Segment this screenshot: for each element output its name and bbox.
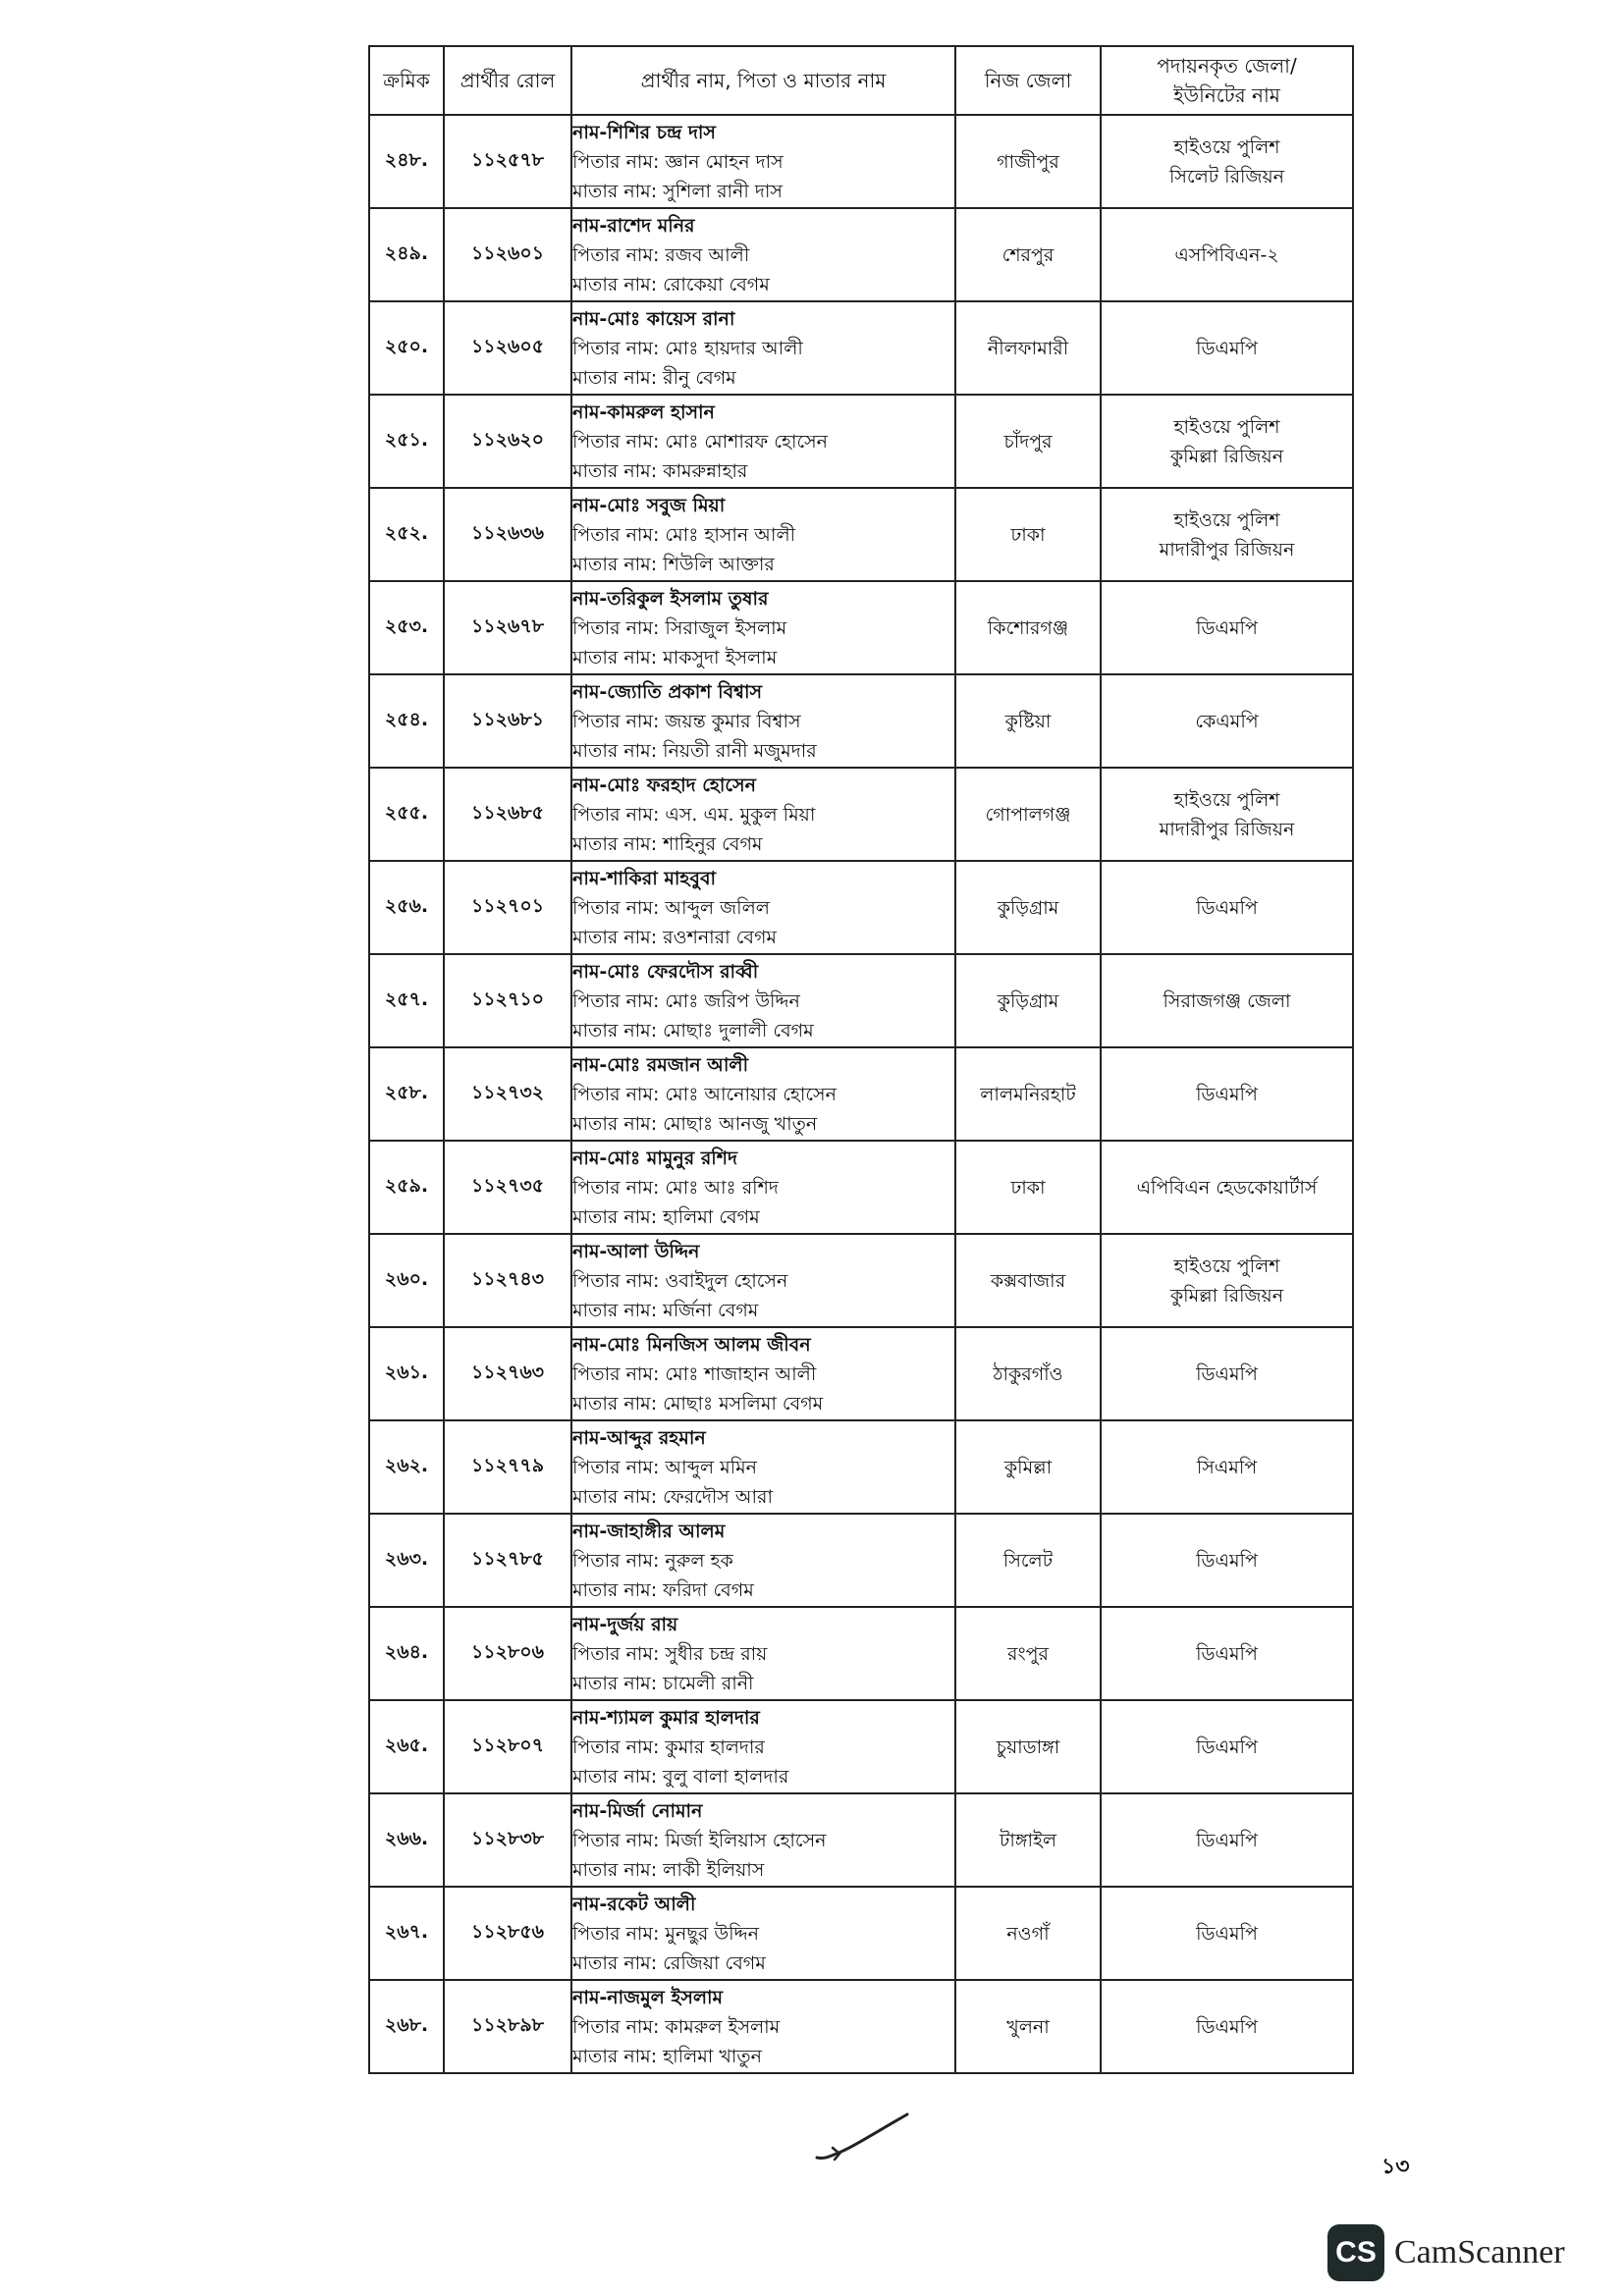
candidate-name: নাম-মোঃ রমজান আলী bbox=[572, 1053, 749, 1076]
candidate-name: নাম-রাশেদ মনির bbox=[572, 214, 695, 237]
cell-serial: ২৫০. bbox=[369, 301, 444, 395]
mother-name: মাতার নাম: মোছাঃ দুলালী বেগম bbox=[572, 1019, 814, 1041]
candidate-name: নাম-মোঃ মিনজিস আলম জীবন bbox=[572, 1333, 811, 1356]
cell-posting bbox=[1101, 954, 1353, 1047]
cell-posting bbox=[1101, 768, 1353, 861]
cell-serial: ২৬৫. bbox=[369, 1700, 444, 1793]
header-district: নিজ জেলা bbox=[955, 46, 1101, 115]
cell-posting bbox=[1101, 1887, 1353, 1980]
father-name: পিতার নাম: আব্দুল জলিল bbox=[572, 896, 770, 919]
cell-serial: ২৬০. bbox=[369, 1234, 444, 1327]
table-row bbox=[369, 1887, 1353, 1980]
cell-roll: ১১২৭০১ bbox=[444, 861, 571, 954]
candidate-name: নাম-জ্যোতি প্রকাশ বিশ্বাস bbox=[572, 680, 763, 703]
candidate-name: নাম-জাহাঙ্গীর আলম bbox=[572, 1520, 726, 1542]
father-name: পিতার নাম: সিরাজুল ইসলাম bbox=[572, 616, 787, 639]
posting-line1: ডিএমপি bbox=[1196, 1083, 1258, 1105]
cell-serial: ২৬৭. bbox=[369, 1887, 444, 1980]
cell-serial: ২৬৪. bbox=[369, 1607, 444, 1700]
posting-line1: ডিএমপি bbox=[1196, 1735, 1258, 1758]
father-name: পিতার নাম: সুধীর চন্দ্র রায় bbox=[572, 1642, 768, 1665]
candidate-name: নাম-মোঃ কায়েস রানা bbox=[572, 307, 735, 330]
cell-serial: ২৫৬. bbox=[369, 861, 444, 954]
mother-name: মাতার নাম: লাকী ইলিয়াস bbox=[572, 1858, 765, 1881]
cell-roll: ১১২৭৮৫ bbox=[444, 1514, 571, 1607]
posting-line1: ডিএমপি bbox=[1196, 1922, 1258, 1945]
posting-line1: ডিএমপি bbox=[1196, 1549, 1258, 1572]
cell-home-district: খুলনা bbox=[955, 1980, 1101, 2073]
posting-line1: হাইওয়ে পুলিশ bbox=[1173, 135, 1280, 158]
candidate-name: নাম-তরিকুল ইসলাম তুষার bbox=[572, 587, 769, 610]
cell-posting bbox=[1101, 1420, 1353, 1514]
cell-posting bbox=[1101, 861, 1353, 954]
cell-roll: ১১২৮০৬ bbox=[444, 1607, 571, 1700]
table-row bbox=[369, 488, 1353, 581]
posting-line1: ডিএমপি bbox=[1196, 2015, 1258, 2038]
father-name: পিতার নাম: কামরুল ইসলাম bbox=[572, 2015, 781, 2038]
page-number: ১৩ bbox=[1381, 2155, 1410, 2179]
posting-line1: ডিএমপি bbox=[1196, 896, 1258, 919]
cell-serial: ২৫৩. bbox=[369, 581, 444, 674]
father-name: পিতার নাম: কুমার হালদার bbox=[572, 1735, 765, 1758]
camscanner-name: CamScanner bbox=[1394, 2234, 1565, 2270]
cell-roll: ১১২৭১০ bbox=[444, 954, 571, 1047]
table-row bbox=[369, 301, 1353, 395]
cell-roll: ১১২৭৩২ bbox=[444, 1047, 571, 1141]
cell-posting bbox=[1101, 115, 1353, 208]
cell-home-district: কক্সবাজার bbox=[955, 1234, 1101, 1327]
cell-posting bbox=[1101, 488, 1353, 581]
camscanner-watermark bbox=[1327, 2223, 1565, 2282]
cell-serial: ২৬১. bbox=[369, 1327, 444, 1420]
cell-names bbox=[571, 1887, 955, 1980]
candidate-name: নাম-রকেট আলী bbox=[572, 1893, 696, 1915]
table-row bbox=[369, 1980, 1353, 2073]
father-name: পিতার নাম: মোঃ হাসান আলী bbox=[572, 523, 796, 546]
father-name: পিতার নাম: মির্জা ইলিয়াস হোসেন bbox=[572, 1829, 827, 1851]
cell-serial: ২৫৪. bbox=[369, 674, 444, 768]
cell-names bbox=[571, 1607, 955, 1700]
candidate-name: নাম-মোঃ ফরহাদ হোসেন bbox=[572, 774, 756, 796]
cell-names bbox=[571, 395, 955, 488]
table-row bbox=[369, 1700, 1353, 1793]
cell-names bbox=[571, 1980, 955, 2073]
mother-name: মাতার নাম: নিয়তী রানী মজুমদার bbox=[572, 739, 817, 762]
cell-roll: ১১২৬৩৬ bbox=[444, 488, 571, 581]
cell-names bbox=[571, 1700, 955, 1793]
cell-posting bbox=[1101, 1793, 1353, 1887]
cell-home-district: ঢাকা bbox=[955, 488, 1101, 581]
posting-line2: মাদারীপুর রিজিয়ন bbox=[1159, 818, 1295, 840]
cell-serial: ২৫৫. bbox=[369, 768, 444, 861]
cell-home-district: শেরপুর bbox=[955, 208, 1101, 301]
cell-serial: ২৬৮. bbox=[369, 1980, 444, 2073]
table-row bbox=[369, 1793, 1353, 1887]
candidate-name: নাম-মোঃ মামুনুর রশিদ bbox=[572, 1147, 737, 1169]
cell-posting bbox=[1101, 1514, 1353, 1607]
header-roll: প্রার্থীর রোল bbox=[444, 46, 571, 115]
cell-names bbox=[571, 301, 955, 395]
cell-roll: ১১২৭৬৩ bbox=[444, 1327, 571, 1420]
cell-names bbox=[571, 581, 955, 674]
father-name: পিতার নাম: নুরুল হক bbox=[572, 1549, 733, 1572]
cell-home-district: কুড়িগ্রাম bbox=[955, 954, 1101, 1047]
cell-serial: ২৫৭. bbox=[369, 954, 444, 1047]
cell-roll: ১১২৬২০ bbox=[444, 395, 571, 488]
cell-home-district: টাঙ্গাইল bbox=[955, 1793, 1101, 1887]
father-name: পিতার নাম: মোঃ মোশারফ হোসেন bbox=[572, 430, 828, 453]
cell-names bbox=[571, 861, 955, 954]
posting-line2: কুমিল্লা রিজিয়ন bbox=[1169, 1284, 1284, 1307]
father-name: পিতার নাম: মুনছুর উদ্দিন bbox=[572, 1922, 759, 1945]
header-serial: ক্রমিক bbox=[369, 46, 444, 115]
cell-posting bbox=[1101, 395, 1353, 488]
cell-home-district: রংপুর bbox=[955, 1607, 1101, 1700]
cell-home-district: গাজীপুর bbox=[955, 115, 1101, 208]
table-row bbox=[369, 768, 1353, 861]
cell-names bbox=[571, 1047, 955, 1141]
cell-serial: ২৬২. bbox=[369, 1420, 444, 1514]
cell-serial: ২৫৯. bbox=[369, 1141, 444, 1234]
cell-roll: ১১২৬৮১ bbox=[444, 674, 571, 768]
cell-roll: ১১২৮৫৬ bbox=[444, 1887, 571, 1980]
posting-line1: হাইওয়ে পুলিশ bbox=[1173, 788, 1280, 811]
cell-home-district: কিশোরগঞ্জ bbox=[955, 581, 1101, 674]
posting-line1: ডিএমপি bbox=[1196, 1829, 1258, 1851]
cell-home-district: লালমনিরহাট bbox=[955, 1047, 1101, 1141]
candidate-name: নাম-নাজমুল ইসলাম bbox=[572, 1986, 724, 2008]
cell-serial: ২৫১. bbox=[369, 395, 444, 488]
cell-posting bbox=[1101, 1980, 1353, 2073]
cell-names bbox=[571, 1141, 955, 1234]
header-name: প্রার্থীর নাম, পিতা ও মাতার নাম bbox=[571, 46, 955, 115]
posting-line1: হাইওয়ে পুলিশ bbox=[1173, 508, 1280, 531]
cell-serial: ২৬৬. bbox=[369, 1793, 444, 1887]
mother-name: মাতার নাম: হালিমা খাতুন bbox=[572, 2045, 762, 2067]
cell-home-district: চুয়াডাঙ্গা bbox=[955, 1700, 1101, 1793]
posting-line1: ডিএমপি bbox=[1196, 337, 1258, 359]
cell-names bbox=[571, 115, 955, 208]
mother-name: মাতার নাম: ফেরদৌস আরা bbox=[572, 1485, 773, 1508]
mother-name: মাতার নাম: রেজিয়া বেগম bbox=[572, 1951, 766, 1974]
cell-serial: ২৪৮. bbox=[369, 115, 444, 208]
table-row bbox=[369, 1234, 1353, 1327]
cell-home-district: কুড়িগ্রাম bbox=[955, 861, 1101, 954]
cell-home-district: সিলেট bbox=[955, 1514, 1101, 1607]
posting-line1: ডিএমপি bbox=[1196, 1362, 1258, 1385]
table-row bbox=[369, 1514, 1353, 1607]
mother-name: মাতার নাম: সুশিলা রানী দাস bbox=[572, 180, 783, 202]
cell-roll: ১১২৫৭৮ bbox=[444, 115, 571, 208]
cell-posting bbox=[1101, 1607, 1353, 1700]
candidate-table bbox=[368, 45, 1354, 2074]
cell-posting bbox=[1101, 581, 1353, 674]
father-name: পিতার নাম: মোঃ জরিপ উদ্দিন bbox=[572, 989, 800, 1012]
posting-line1: হাইওয়ে পুলিশ bbox=[1173, 1255, 1280, 1277]
cell-roll: ১১২৬০১ bbox=[444, 208, 571, 301]
candidate-name: নাম-শিশির চন্দ্র দাস bbox=[572, 121, 716, 143]
cell-names bbox=[571, 674, 955, 768]
cell-roll: ১১২৭৪৩ bbox=[444, 1234, 571, 1327]
posting-line2: মাদারীপুর রিজিয়ন bbox=[1159, 538, 1295, 561]
cell-names bbox=[571, 488, 955, 581]
father-name: পিতার নাম: এস. এম. মুকুল মিয়া bbox=[572, 803, 816, 826]
cell-serial: ২৬৩. bbox=[369, 1514, 444, 1607]
cell-posting bbox=[1101, 1700, 1353, 1793]
candidate-name: নাম-আব্দুর রহমান bbox=[572, 1426, 706, 1449]
cell-roll: ১১২৮৯৮ bbox=[444, 1980, 571, 2073]
posting-line1: এপিবিএন হেডকোয়ার্টার্স bbox=[1136, 1176, 1318, 1199]
table-row bbox=[369, 1327, 1353, 1420]
candidate-name: নাম-মির্জা নোমান bbox=[572, 1799, 703, 1822]
table-row bbox=[369, 1047, 1353, 1141]
cell-serial: ২৫২. bbox=[369, 488, 444, 581]
table-header-row bbox=[369, 46, 1353, 115]
cell-names bbox=[571, 1514, 955, 1607]
mother-name: মাতার নাম: চামেলী রানী bbox=[572, 1672, 754, 1694]
signature-mark bbox=[813, 2109, 911, 2167]
cell-roll: ১১২৬০৫ bbox=[444, 301, 571, 395]
cell-roll: ১১২৬৮৫ bbox=[444, 768, 571, 861]
father-name: পিতার নাম: ওবাইদুল হোসেন bbox=[572, 1269, 788, 1292]
father-name: পিতার নাম: মোঃ আঃ রশিদ bbox=[572, 1176, 779, 1199]
camscanner-logo-icon: CS bbox=[1327, 2224, 1384, 2281]
posting-line1: সিরাজগঞ্জ জেলা bbox=[1163, 989, 1291, 1012]
posting-line1: এসপিবিএন-২ bbox=[1174, 243, 1279, 266]
cell-names bbox=[571, 1234, 955, 1327]
table-row bbox=[369, 954, 1353, 1047]
table-row bbox=[369, 861, 1353, 954]
cell-posting bbox=[1101, 1141, 1353, 1234]
posting-line2: কুমিল্লা রিজিয়ন bbox=[1169, 445, 1284, 467]
candidate-name: নাম-আলা উদ্দিন bbox=[572, 1240, 700, 1262]
posting-line1: সিএমপি bbox=[1196, 1456, 1258, 1478]
mother-name: মাতার নাম: কামরুন্নাহার bbox=[572, 459, 748, 482]
candidate-name: নাম-শ্যামল কুমার হালদার bbox=[572, 1706, 760, 1729]
cell-serial: ২৫৮. bbox=[369, 1047, 444, 1141]
mother-name: মাতার নাম: মোছাঃ আনজু খাতুন bbox=[572, 1112, 818, 1135]
father-name: পিতার নাম: মোঃ আনোয়ার হোসেন bbox=[572, 1083, 837, 1105]
mother-name: মাতার নাম: মোছাঃ মসলিমা বেগম bbox=[572, 1392, 824, 1415]
father-name: পিতার নাম: জ্ঞান মোহন দাস bbox=[572, 150, 784, 173]
mother-name: মাতার নাম: রোকেয়া বেগম bbox=[572, 273, 770, 295]
table-row bbox=[369, 1420, 1353, 1514]
mother-name: মাতার নাম: শাহিনুর বেগম bbox=[572, 832, 763, 855]
cell-home-district: নীলফামারী bbox=[955, 301, 1101, 395]
cell-posting bbox=[1101, 1234, 1353, 1327]
candidate-name: নাম-শাকিরা মাহবুবা bbox=[572, 867, 717, 889]
cell-roll: ১১২৬৭৮ bbox=[444, 581, 571, 674]
table-row bbox=[369, 1141, 1353, 1234]
father-name: পিতার নাম: জয়ন্ত কুমার বিশ্বাস bbox=[572, 710, 801, 732]
mother-name: মাতার নাম: শিউলি আক্তার bbox=[572, 553, 775, 575]
cell-home-district: ঠাকুরগাঁও bbox=[955, 1327, 1101, 1420]
cell-posting bbox=[1101, 1327, 1353, 1420]
mother-name: মাতার নাম: হালিমা বেগম bbox=[572, 1205, 760, 1228]
cell-names bbox=[571, 208, 955, 301]
candidate-name: নাম-দুর্জয় রায় bbox=[572, 1613, 678, 1635]
cell-home-district: চাঁদপুর bbox=[955, 395, 1101, 488]
cell-names bbox=[571, 1327, 955, 1420]
father-name: পিতার নাম: রজব আলী bbox=[572, 243, 750, 266]
cell-posting bbox=[1101, 1047, 1353, 1141]
posting-line2: সিলেট রিজিয়ন bbox=[1168, 165, 1285, 187]
posting-line1: ডিএমপি bbox=[1196, 616, 1258, 639]
cell-names bbox=[571, 954, 955, 1047]
cell-serial: ২৪৯. bbox=[369, 208, 444, 301]
table-row bbox=[369, 115, 1353, 208]
table-row bbox=[369, 208, 1353, 301]
table-row bbox=[369, 395, 1353, 488]
cell-names bbox=[571, 768, 955, 861]
cell-posting bbox=[1101, 301, 1353, 395]
mother-name: মাতার নাম: রীনু বেগম bbox=[572, 366, 736, 389]
header-posting-line1: পদায়নকৃত জেলা/ bbox=[1157, 54, 1297, 78]
posting-line1: কেএমপি bbox=[1195, 710, 1259, 732]
table-row bbox=[369, 674, 1353, 768]
father-name: পিতার নাম: মোঃ শাজাহান আলী bbox=[572, 1362, 817, 1385]
cell-home-district: গোপালগঞ্জ bbox=[955, 768, 1101, 861]
mother-name: মাতার নাম: বুলু বালা হালদার bbox=[572, 1765, 789, 1788]
cell-names bbox=[571, 1793, 955, 1887]
mother-name: মাতার নাম: ফরিদা বেগম bbox=[572, 1578, 754, 1601]
mother-name: মাতার নাম: রওশনারা বেগম bbox=[572, 926, 777, 948]
table-row bbox=[369, 581, 1353, 674]
header-posting bbox=[1101, 46, 1353, 115]
father-name: পিতার নাম: আব্দুল মমিন bbox=[572, 1456, 758, 1478]
candidate-name: নাম-কামরুল হাসান bbox=[572, 400, 715, 423]
mother-name: মাতার নাম: মাকসুদা ইসলাম bbox=[572, 646, 778, 668]
candidate-name: নাম-মোঃ ফেরদৌস রাব্বী bbox=[572, 960, 759, 983]
mother-name: মাতার নাম: মর্জিনা বেগম bbox=[572, 1299, 759, 1321]
posting-line1: হাইওয়ে পুলিশ bbox=[1173, 415, 1280, 438]
father-name: পিতার নাম: মোঃ হায়দার আলী bbox=[572, 337, 803, 359]
cell-home-district: ঢাকা bbox=[955, 1141, 1101, 1234]
cell-roll: ১১২৭৩৫ bbox=[444, 1141, 571, 1234]
header-posting-line2: ইউনিটের নাম bbox=[1173, 83, 1280, 107]
posting-line1: ডিএমপি bbox=[1196, 1642, 1258, 1665]
cell-posting bbox=[1101, 208, 1353, 301]
cell-roll: ১১২৭৭৯ bbox=[444, 1420, 571, 1514]
cell-home-district: নওগাঁ bbox=[955, 1887, 1101, 1980]
cell-roll: ১১২৮০৭ bbox=[444, 1700, 571, 1793]
cell-names bbox=[571, 1420, 955, 1514]
cell-home-district: কুষ্টিয়া bbox=[955, 674, 1101, 768]
cell-posting bbox=[1101, 674, 1353, 768]
candidate-name: নাম-মোঃ সবুজ মিয়া bbox=[572, 494, 726, 516]
cell-roll: ১১২৮৩৮ bbox=[444, 1793, 571, 1887]
table-row bbox=[369, 1607, 1353, 1700]
cell-home-district: কুমিল্লা bbox=[955, 1420, 1101, 1514]
